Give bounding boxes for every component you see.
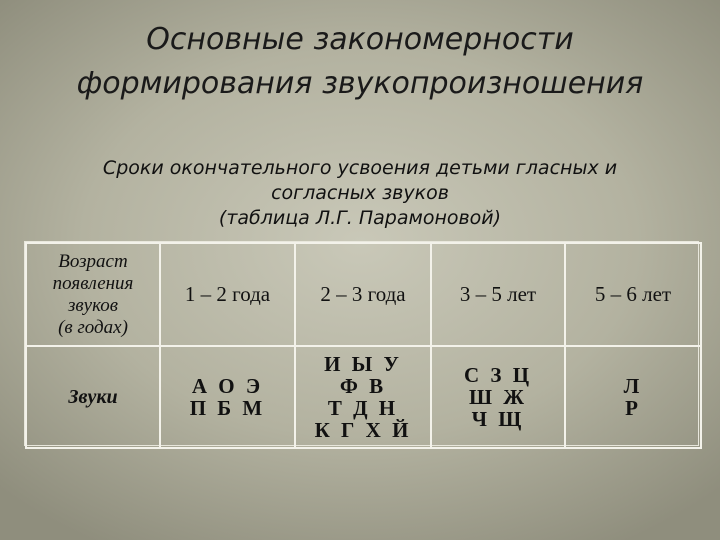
sound-line: Ш Ж <box>468 385 528 409</box>
title-line-1: Основные закономерности <box>146 22 574 57</box>
row-label-sounds: Звуки <box>26 346 160 448</box>
subtitle-line-3: (таблица Л.Г. Парамоновой) <box>218 207 502 229</box>
sound-line: Л <box>623 374 643 398</box>
sound-line: Р <box>625 396 641 420</box>
table-header-row <box>26 243 701 346</box>
slide-subtitle <box>0 156 720 231</box>
subtitle-line-1: Сроки окончательного усвоения детьми гласных и <box>102 157 618 179</box>
sound-line: Ч Щ <box>471 407 525 431</box>
period-header-5-6: 5 – 6 лет <box>565 243 701 346</box>
period-header-3-5: 3 – 5 лет <box>431 243 565 346</box>
slide-title <box>0 18 720 106</box>
sounds-cell-3-5 <box>431 346 565 448</box>
sounds-cell-5-6 <box>565 346 701 448</box>
period-header-2-3: 2 – 3 года <box>295 243 431 346</box>
sound-line: Ф В <box>339 374 387 398</box>
header-label-line: Возраст <box>58 250 128 272</box>
sound-line: Т Д Н <box>327 396 399 420</box>
sound-line: И Ы У <box>324 352 402 376</box>
sound-line: К Г Х Й <box>314 418 412 442</box>
title-line-2: формирования звукопроизношения <box>76 66 644 101</box>
sound-acquisition-table-frame <box>24 241 699 446</box>
sound-line: А О Э <box>191 374 264 398</box>
header-label-line: звуков <box>67 294 118 316</box>
sounds-cell-2-3 <box>295 346 431 448</box>
table-row-sounds <box>26 346 701 448</box>
subtitle-line-2: согласных звуков <box>271 182 449 204</box>
sounds-cell-1-2 <box>160 346 295 448</box>
header-label-line: (в годах) <box>58 316 128 338</box>
sound-line: С З Ц <box>463 363 533 387</box>
period-header-1-2: 1 – 2 года <box>160 243 295 346</box>
header-label-line: появления <box>52 272 134 294</box>
header-label-cell <box>26 243 160 346</box>
sound-line: П Б М <box>189 396 266 420</box>
sound-acquisition-table <box>25 242 702 449</box>
